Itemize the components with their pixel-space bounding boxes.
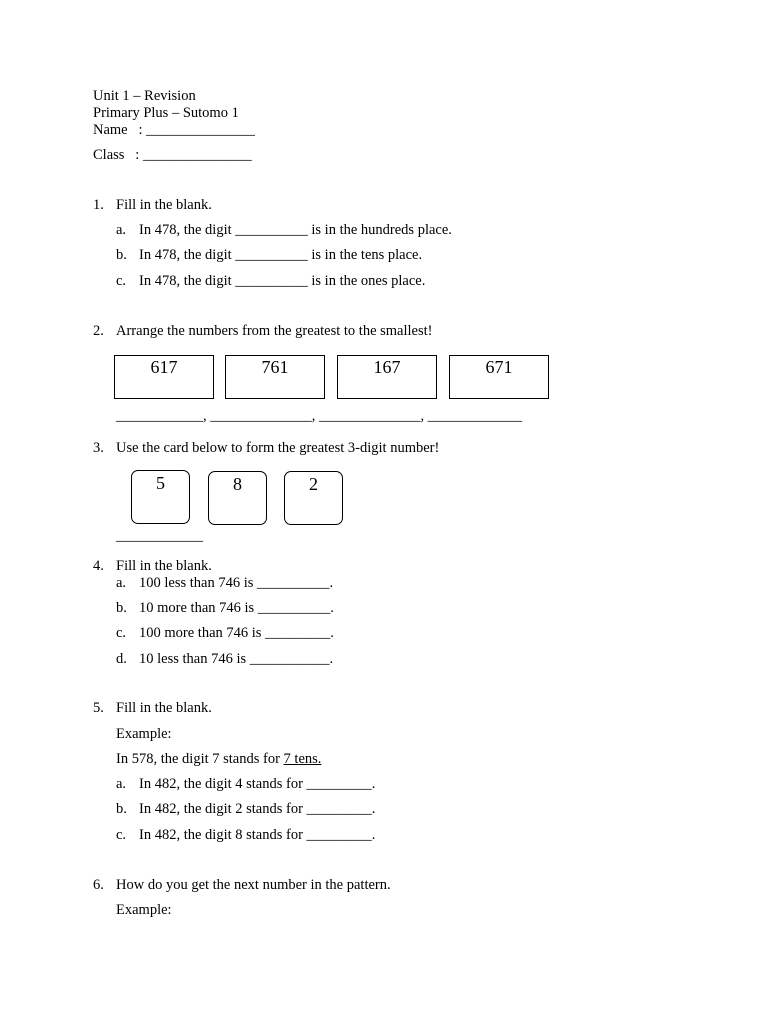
digit-card: 8: [208, 471, 267, 525]
book-title: Primary Plus – Sutomo 1: [93, 105, 239, 121]
item-label: c.: [116, 625, 127, 641]
item-label: d.: [116, 651, 127, 667]
question-number: 6.: [93, 877, 104, 893]
item-text: In 478, the digit __________ is in the hundreds place.: [139, 222, 452, 238]
question-title: Fill in the blank.: [116, 197, 212, 213]
item-text: 10 less than 746 is ___________.: [139, 651, 334, 667]
question-number: 2.: [93, 323, 104, 339]
question-number: 5.: [93, 700, 104, 716]
item-text: 100 less than 746 is __________.: [139, 575, 334, 591]
item-label: a.: [116, 222, 127, 238]
name-field: Name : _______________: [93, 122, 255, 138]
answer-line: ____________, ______________, ______________, _____________: [116, 408, 522, 424]
item-text: In 482, the digit 2 stands for _________.: [139, 801, 376, 817]
digit-card: 5: [131, 470, 190, 524]
item-text: In 482, the digit 8 stands for _________.: [139, 827, 376, 843]
item-label: a.: [116, 575, 127, 591]
question-title: Use the card below to form the greatest 3-digit number!: [116, 440, 440, 456]
item-label: c.: [116, 273, 127, 289]
item-label: b.: [116, 600, 127, 616]
question-title: Fill in the blank.: [116, 558, 212, 574]
question-number: 3.: [93, 440, 104, 456]
question-title: Fill in the blank.: [116, 700, 212, 716]
item-text: In 478, the digit __________ is in the ones place.: [139, 273, 426, 289]
question-number: 4.: [93, 558, 104, 574]
number-box: 617: [114, 355, 214, 399]
question-title: Arrange the numbers from the greatest to the smallest!: [116, 323, 433, 339]
unit-title: Unit 1 – Revision: [93, 88, 196, 104]
number-box: 761: [225, 355, 325, 399]
class-field: Class : _______________: [93, 147, 252, 163]
item-text: In 482, the digit 4 stands for _________.: [139, 776, 376, 792]
number-box: 167: [337, 355, 437, 399]
question-number: 1.: [93, 197, 104, 213]
item-text: 10 more than 746 is __________.: [139, 600, 334, 616]
item-label: c.: [116, 827, 127, 843]
example-answer: 7 tens.: [283, 751, 322, 767]
item-label: a.: [116, 776, 127, 792]
item-text: In 478, the digit __________ is in the tens place.: [139, 247, 423, 263]
example-label: Example:: [116, 726, 172, 742]
question-title: How do you get the next number in the pattern.: [116, 877, 391, 893]
example-text: In 578, the digit 7 stands for: [116, 751, 284, 767]
example-sentence: [116, 751, 321, 768]
number-box: 671: [449, 355, 549, 399]
item-label: b.: [116, 247, 127, 263]
digit-card: 2: [284, 471, 343, 525]
item-label: b.: [116, 801, 127, 817]
item-text: 100 more than 746 is _________.: [139, 625, 334, 641]
example-label: Example:: [116, 902, 172, 918]
answer-line: ____________: [116, 528, 203, 544]
